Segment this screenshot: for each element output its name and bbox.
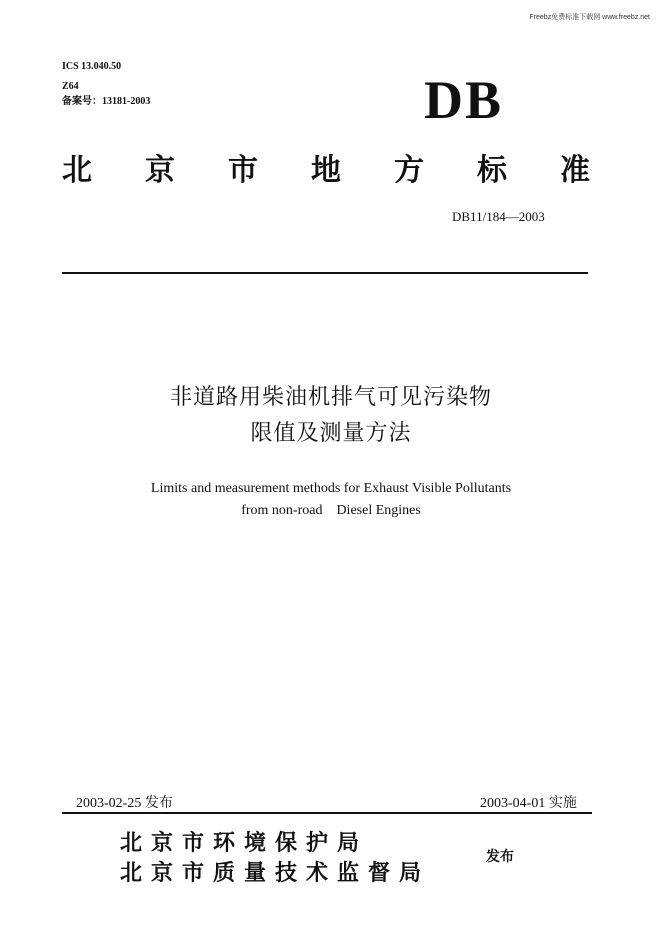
- standard-title-char: 市: [228, 153, 258, 188]
- bottom-divider: [62, 812, 592, 814]
- standard-title-char: 地: [311, 153, 341, 188]
- implement-date: 2003-04-01 实施: [480, 796, 577, 811]
- english-title-line2: from non-road Diesel Engines: [241, 503, 421, 518]
- db-logo: DB: [424, 70, 504, 130]
- standard-title-char: 京: [145, 153, 175, 188]
- ccs-code: Z64: [62, 81, 79, 92]
- standard-title-char: 标: [477, 153, 507, 188]
- standard-title-char: 北: [62, 153, 92, 188]
- top-divider: [62, 272, 588, 274]
- chinese-title-line1: 非道路用柴油机排气可见污染物: [169, 385, 492, 410]
- ics-code: ICS 13.040.50: [62, 61, 122, 72]
- standard-title-char: 准: [560, 153, 590, 188]
- watermark-text: Freebz免费标准下载网 www.freebz.net: [529, 14, 650, 21]
- issue-date: 2003-02-25 发布: [76, 796, 173, 811]
- standard-title-char: 方: [394, 153, 424, 188]
- filing-number: 备案号：13181-2003: [62, 96, 151, 107]
- standard-title: [62, 145, 590, 189]
- standard-code: DB11/184—2003: [452, 209, 545, 224]
- english-title-line1: Limits and measurement methods for Exhaust Visible Pollutants: [150, 481, 512, 496]
- publisher-suffix: 发布: [486, 849, 514, 865]
- publisher-org1: 北京市环境保护局: [120, 831, 369, 856]
- publisher-org2: 北京市质量技术监督局: [120, 861, 431, 886]
- chinese-title-line2: 限值及测量方法: [250, 421, 412, 446]
